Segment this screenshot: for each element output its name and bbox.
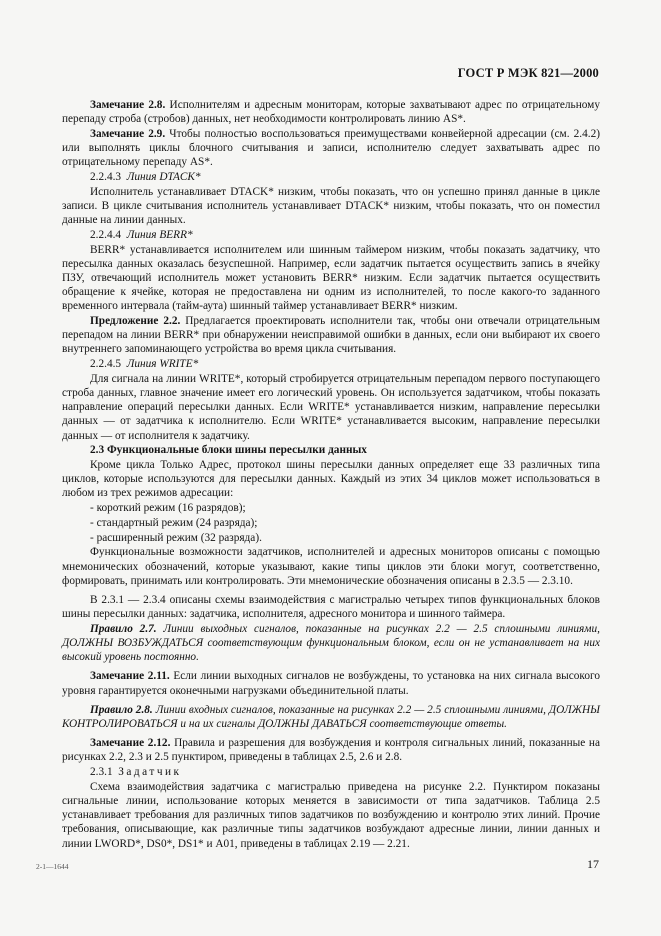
section-number: 2.2.4.5 xyxy=(90,358,122,371)
note-2-11 xyxy=(62,669,600,697)
paragraph-schemes: В 2.3.1 — 2.3.4 описаны схемы взаимодействия с магистралью четырех типов функциональных блоков шины пересылки данных: задатчика, исполнителя, адресного монитора и шинного таймера. xyxy=(62,593,600,621)
note-text: Чтобы полностью воспользоваться преимуществами конвейерной адресации (см. 2.4.2) или выполнять циклы блочного считывания и записи, исполнителю следует захватывать адрес по отрицательному перепаду AS*. xyxy=(62,127,600,169)
note-label: Замечание 2.9. xyxy=(90,127,166,140)
note-2-12 xyxy=(62,736,600,764)
list-item: - расширенный режим (32 разряда). xyxy=(90,531,262,544)
section-2-2-4-5-heading xyxy=(62,357,600,371)
note-text: Исполнителям и адресным мониторам, которые захватывают адрес по отрицательному перепаду строба (стробов) данных, нет необходимости контролировать линию AS*. xyxy=(62,99,600,126)
rule-2-7 xyxy=(62,622,600,665)
note-text: Если линии выходных сигналов не возбуждены, то установка на них сигнала высокого уровня гарантируется оконечными нагрузками объединительной платы. xyxy=(62,670,600,697)
proposal-text: Предлагается проектировать исполнители так, чтобы они отвечали отрицательным перепадом на линии BERR* при обнаружении неисправимой ошибки в данных, если они выбирают их своего внутреннего запоминающего устройства во время цикла считывания. xyxy=(62,315,600,356)
section-2-3-heading: 2.3 Функциональные блоки шины пересылки данных xyxy=(90,444,367,457)
rule-2-8 xyxy=(62,703,600,731)
page-number: 17 xyxy=(587,857,599,871)
paragraph-mnemonics: Функциональные возможности задатчиков, исполнителей и адресных мониторов описаны с помощью мнемонических обозначений, которые указывают, какие типы циклов эти блоки могут, соответственно, формировать, принимать или контролировать. Эти мнемонические обозначения описаны в 2.3.5 — 2.3.10. xyxy=(62,546,600,587)
page-header: ГОСТ Р МЭК 821—2000 xyxy=(457,66,599,80)
rule-label: Правило 2.8. xyxy=(90,703,153,716)
paragraph-dtack: Исполнитель устанавливает DTACK* низким, чтобы показать, что он успешно принял данные в цикле записи. В цикле считывания исполнитель устанавливает DTACK* низким, чтобы показать, что он поместил данные на линии данных. xyxy=(62,185,600,227)
rule-text: Линии входных сигналов, показанные на рисунках 2.2 — 2.5 сплошными линиями, ДОЛЖНЫ КОНТРОЛИРОВАТЬСЯ и на их сигналы ДОЛЖНЫ ДАВАТЬСЯ соответствующие ответы. xyxy=(62,703,600,731)
section-title: Линия WRITE* xyxy=(126,358,199,371)
section-title: Линия BERR* xyxy=(126,228,193,241)
note-2-9 xyxy=(62,127,600,170)
note-label: Замечание 2.8. xyxy=(90,99,166,111)
rule-label: Правило 2.7. xyxy=(90,622,157,635)
paragraph-cycles: Кроме цикла Только Адрес, протокол шины пересылки данных определяет еще 33 различных типа циклов, которые используются для пересылки данных. Каждый из этих 34 циклов может использоваться в любом из трех режимов адресации: xyxy=(62,459,600,500)
section-title: Линия DTACK* xyxy=(126,171,201,184)
section-number: 2.2.4.3 xyxy=(90,171,122,184)
print-code: 2-1—1644 xyxy=(36,862,69,871)
note-label: Замечание 2.11. xyxy=(90,670,170,683)
section-number: 2.3.1 xyxy=(90,766,113,779)
section-2-2-4-3-heading xyxy=(62,170,600,184)
section-2-2-4-4-heading xyxy=(62,228,600,242)
proposal-2-2 xyxy=(62,314,600,357)
list-item: - стандартный режим (24 разряда); xyxy=(90,516,258,529)
list-item: - короткий режим (16 разрядов); xyxy=(90,502,246,515)
note-label: Замечание 2.12. xyxy=(90,737,171,750)
section-number: 2.2.4.4 xyxy=(90,228,122,241)
rule-text: Линии выходных сигналов, показанные на рисунках 2.2 — 2.5 сплошными линиями, ДОЛЖНЫ ВОЗБУЖДАТЬСЯ соответствующим функциональным блоком, если он не устанавливает на них высокий уровень постоянно. xyxy=(62,622,600,664)
note-text: Правила и разрешения для возбуждения и контроля сигнальных линий, показанные на рисунках 2.2, 2.3 и 2.5 пунктиром, приведены в таблицах 2.5, 2.6 и 2.8. xyxy=(62,737,600,764)
paragraph-berr: BERR* устанавливается исполнителем или шинным таймером низким, чтобы показать задатчику, что пересылка данных оказалась безуспешной. Например, если задатчик пытается осуществить запись в ячейку ПЗУ, отвечающий исполнитель может установить BERR* низким. Если задатчик пытается осуществить обращение к ячейке, которая не предоставлена ни одним из исполнителей, то после какого-то заданного временного интервала (тайм-аута) шинный таймер устанавливает BERR* низким. xyxy=(62,243,600,313)
page-body xyxy=(62,98,600,851)
note-2-8 xyxy=(62,98,600,126)
paragraph-write: Для сигнала на линии WRITE*, который стробируется отрицательным перепадом первого поступающего строба данных, главное значение имеет его логический уровень. Он используется задатчиком, чтобы показать направление операций пересылки данных. Если WRITE* устанавливается низким, направление пересылки данных — от задатчика к исполнителю. Если WRITE* устанавливается высоким, направление пересылки данных — от исполнителя к задатчику. xyxy=(62,372,600,442)
paragraph-master: Схема взаимодействия задатчика с магистралью приведена на рисунке 2.2. Пунктиром показаны сигнальные линии, использование которых меняется в зависимости от типа задатчиков. Таблица 2.5 устанавливает требования для различных типов задатчиков по возбуждению и контролю этих линий. Прочие требования, описывающие, как различные типы задатчиков возбуждают адресные линии, линии данных и линии LWORD*, DS0*, DS1* и A01, приведены в таблицах 2.19 — 2.21. xyxy=(62,780,600,850)
proposal-label: Предложение 2.2. xyxy=(90,315,181,328)
section-title: Задатчик xyxy=(118,766,182,779)
section-2-3-1-heading xyxy=(62,765,600,779)
